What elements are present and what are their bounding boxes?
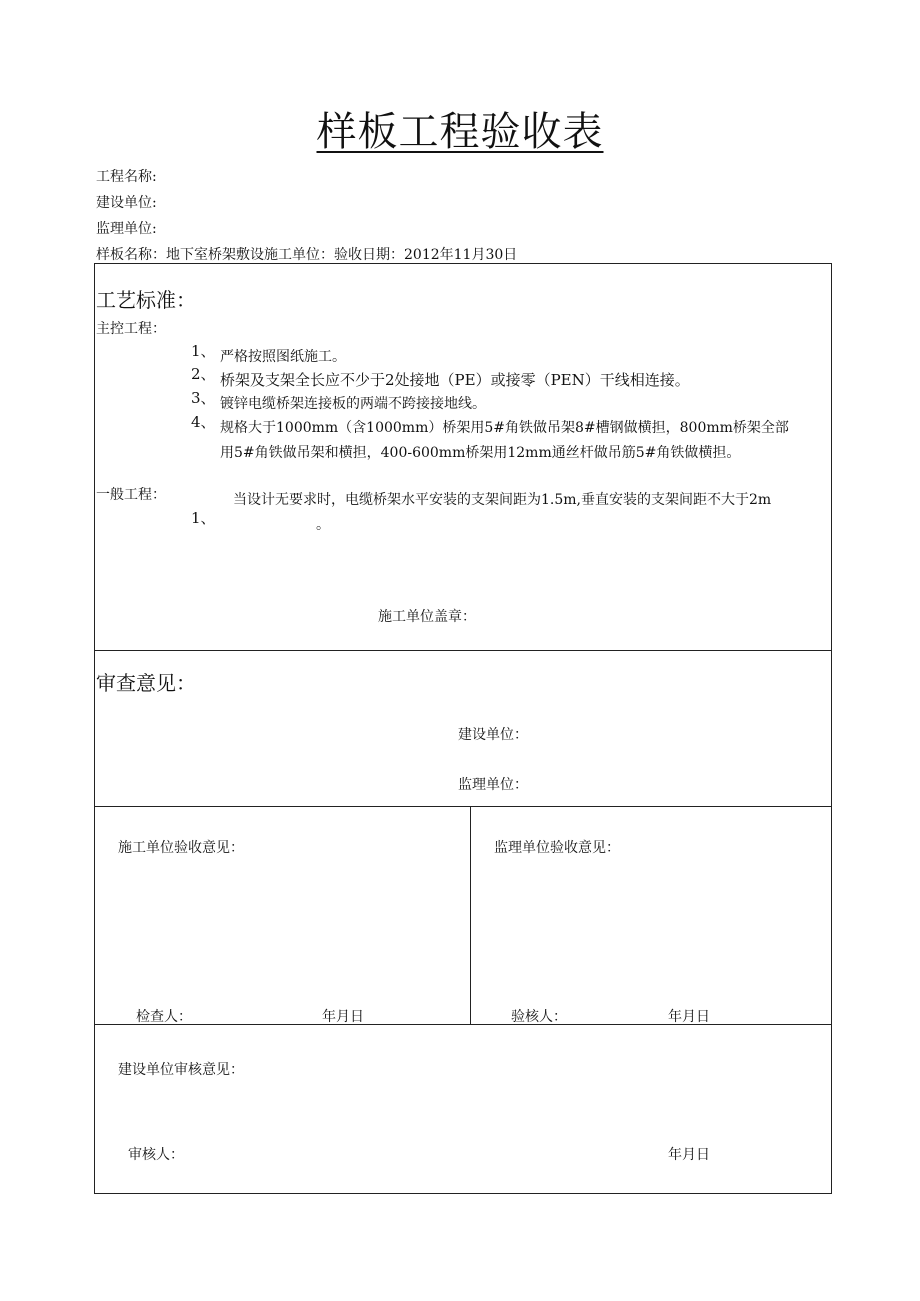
construction-date-label: 年月日	[322, 1009, 364, 1025]
supervisor-date-label: 年月日	[668, 1009, 710, 1025]
builder-label: 建设单位:	[96, 195, 157, 211]
checker-label: 检查人：	[136, 1009, 192, 1025]
builder-opinion-label: 建设单位审核意见：	[118, 1062, 244, 1078]
item-2-text: 桥架及支架全长应不少于2处接地（PE）或接零（PEN）干线相连接。	[220, 371, 690, 389]
review-builder-label: 建设单位：	[458, 727, 528, 743]
reviewer-label: 审核人：	[128, 1147, 184, 1163]
general-text-tail: 。	[316, 517, 330, 533]
divider-builder-opinion	[94, 1024, 832, 1025]
craft-heading: 工艺标准：	[96, 288, 196, 312]
item-2-number: 2、	[191, 365, 216, 383]
divider-opinions	[94, 806, 832, 807]
supervisor-label: 监理单位:	[96, 221, 157, 237]
supervisor-opinion-label: 监理单位验收意见：	[494, 840, 620, 856]
builder-date-label: 年月日	[668, 1147, 710, 1163]
sample-info-line: 样板名称：地下室桥架敷设施工单位：验收日期：2012年11月30日	[96, 247, 518, 263]
review-supervisor-label: 监理单位：	[458, 777, 528, 793]
review-heading: 审查意见：	[96, 671, 196, 695]
divider-review	[94, 650, 832, 651]
item-3-number: 3、	[191, 389, 216, 407]
page-title	[0, 100, 920, 157]
general-label: 一般工程：	[96, 487, 166, 503]
general-item-number: 1、	[191, 509, 216, 527]
item-3-text: 镀锌电缆桥架连接板的两端不跨接接地线。	[220, 396, 486, 412]
item-1-number: 1、	[191, 342, 216, 360]
item-4-number: 4、	[191, 413, 216, 431]
item-1-text: 严格按照图纸施工。	[220, 349, 346, 365]
title-text: 样板工程验收表	[316, 109, 604, 155]
project-name-label: 工程名称:	[96, 169, 157, 185]
general-text: 当设计无要求时，电缆桥架水平安装的支架间距为1.5m,垂直安装的支架间距不大于2m	[233, 492, 772, 508]
item-4-text-line2: 用5#角铁做吊架和横担，400-600mm桥架用12mm通丝杆做吊筋5#角铁做横担。	[220, 445, 741, 461]
item-4-text-line1: 规格大于1000mm（含1000mm）桥架用5#角铁做吊架8#槽钢做横担，800mm桥架全部	[220, 420, 789, 436]
main-control-label: 主控工程：	[96, 321, 166, 337]
stamp-label: 施工单位盖章：	[378, 609, 476, 625]
construction-opinion-label: 施工单位验收意见：	[118, 840, 244, 856]
verifier-label: 验核人：	[511, 1009, 567, 1025]
divider-vertical	[470, 806, 471, 1024]
